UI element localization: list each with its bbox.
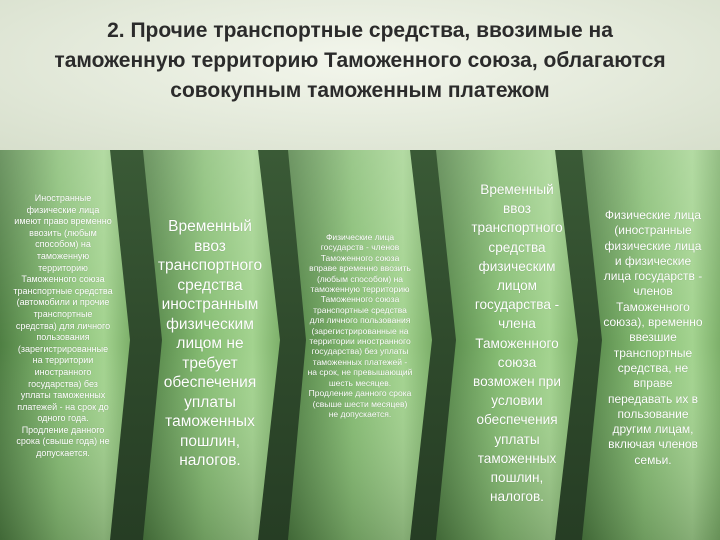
column-3-text: Физические лица государств - членов Таможенного союза вправе временно ввозить (любым способом) на таможенную территорию Таможенного союза транспортные средства для личного пользования (зарегистрированные на территории иностранного государства) без уплаты таможенных платежей - на срок, не превышающий шесть месяцев. Продление данного срока (свыше шести месяцев) не допускается. (307, 232, 413, 419)
column-4-text: Временный ввоз транспортного средства физическим лицом государства - члена Таможенного союза возможен при условии обеспечения уплаты таможенных пошлин, налогов. (471, 182, 563, 505)
column-1-text: Иностранные физические лица имеют право временно ввозить (любым способом) на таможенную территорию Таможенного союза транспортные средства (автомобили и прочие транспортные средства) для личного пользования (зарегистрированные на территории иностранного государства) без уплаты таможенных платежей - на срок до одного года. Продление данного срока (свыше года) не допускается. (13, 193, 113, 459)
column-2-text: Временный ввоз транспортного средства иностранным физическим лицом не требует обеспечения уплаты таможенных пошлин, налогов. (157, 218, 263, 469)
column-5-text: Физические лица (иностранные физические лица и физические лица государств - членов Таможенного союза), временно ввезшие транспортные средства, не вправе передавать их в пользование другим лицам, включая членов семьи. (603, 208, 703, 467)
slide-title: 2. Прочие транспортные средства, ввозимые на таможенную территорию Таможенного союза, облагаются совокупным таможенным платежом (54, 19, 666, 102)
